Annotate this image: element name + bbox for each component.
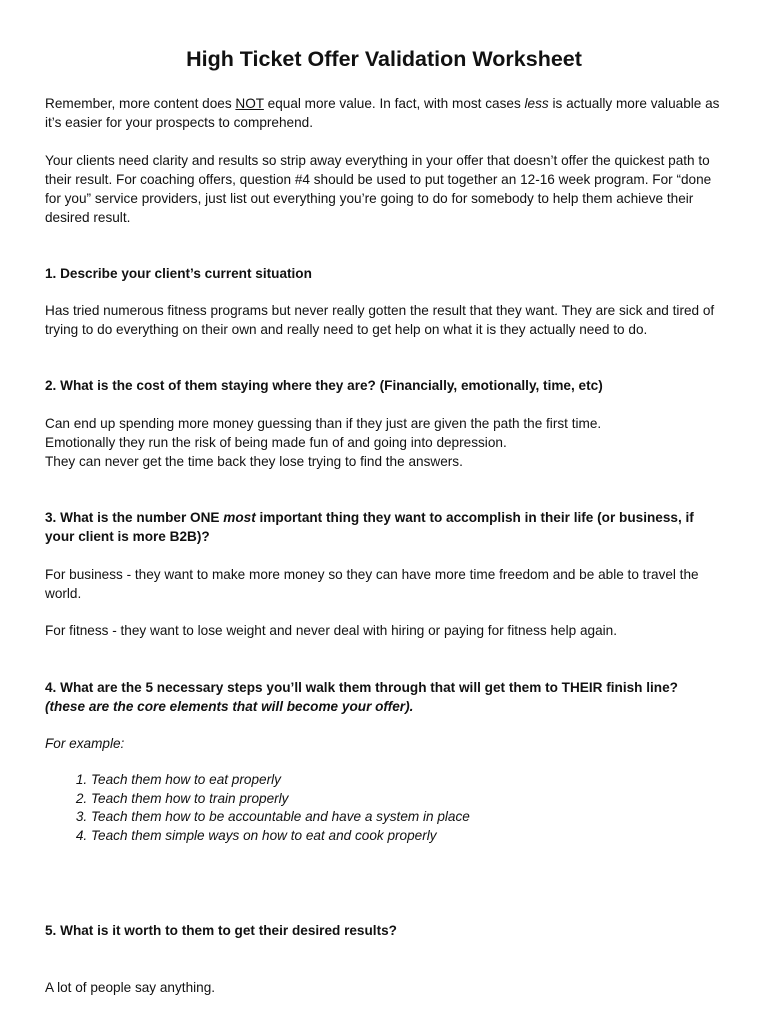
question-3-text-b: important thing they want to accomplish in their life (or business, if your client is more B2B)?	[45, 510, 694, 544]
question-4-subtitle: (these are the core elements that will become your offer).	[45, 699, 414, 714]
question-3-text-a: 3. What is the number ONE	[45, 510, 224, 525]
example-step-2: 2. Teach them how to train properly	[91, 790, 470, 809]
intro-paragraph-2: Your clients need clarity and results so strip away everything in your offer that doesn’t offer the quickest path to their result. For coaching offers, question #4 should be used to put together an 12-16 week program. For “done for you” service providers, just list out everything you’re going to do for somebody to help them achieve their desired result.	[45, 153, 712, 225]
intro-emphasis-less: less	[524, 96, 549, 111]
question-1-answer: Has tried numerous fitness programs but never really gotten the result that they want. They are sick and tired of trying to do everything on their own and really need to get help on what it is they actually need to do.	[45, 303, 715, 337]
intro-text-c: is actually more valuable as it’s easier for your prospects to comprehend.	[45, 96, 720, 130]
intro-text-a: Remember, more content does	[45, 96, 236, 111]
example-step-1: 1. Teach them how to eat properly	[91, 771, 470, 790]
intro-emphasis-not: NOT	[235, 96, 264, 111]
question-2-answer-line-1: Can end up spending more money guessing than if they just are given the path the first time.	[45, 416, 602, 431]
intro-paragraph-1	[45, 94, 724, 132]
example-step-3: 3. Teach them how to be accountable and have a system in place	[91, 808, 470, 827]
example-steps-list	[45, 771, 470, 846]
question-3-answer-fitness: For fitness - they want to lose weight and never deal with hiring or paying for fitness help again.	[45, 623, 618, 638]
question-1-heading: 1. Describe your client’s current situation	[45, 266, 312, 281]
question-5-answer: A lot of people say anything.	[45, 980, 216, 995]
intro-text-b: equal more value. In fact, with most cases	[263, 96, 525, 111]
example-label: For example:	[45, 736, 125, 751]
question-3-emphasis-most: most	[223, 510, 256, 525]
question-2-answer-line-3: They can never get the time back they lose trying to find the answers.	[45, 454, 463, 469]
question-5-heading: 5. What is it worth to them to get their desired results?	[45, 923, 397, 938]
page-title: High Ticket Offer Validation Worksheet	[186, 47, 582, 71]
question-4-heading: 4. What are the 5 necessary steps you’ll walk them through that will get them to THEIR finish line?	[45, 680, 678, 695]
example-step-4: 4. Teach them simple ways on how to eat and cook properly	[91, 827, 470, 846]
question-2-answer-line-2: Emotionally they run the risk of being made fun of and going into depression.	[45, 435, 507, 450]
question-2-heading: 2. What is the cost of them staying where they are? (Financially, emotionally, time, etc)	[45, 378, 603, 393]
question-3-answer-business: For business - they want to make more money so they can have more time freedom and be able to travel the world.	[45, 567, 699, 601]
question-3-heading	[45, 508, 724, 546]
